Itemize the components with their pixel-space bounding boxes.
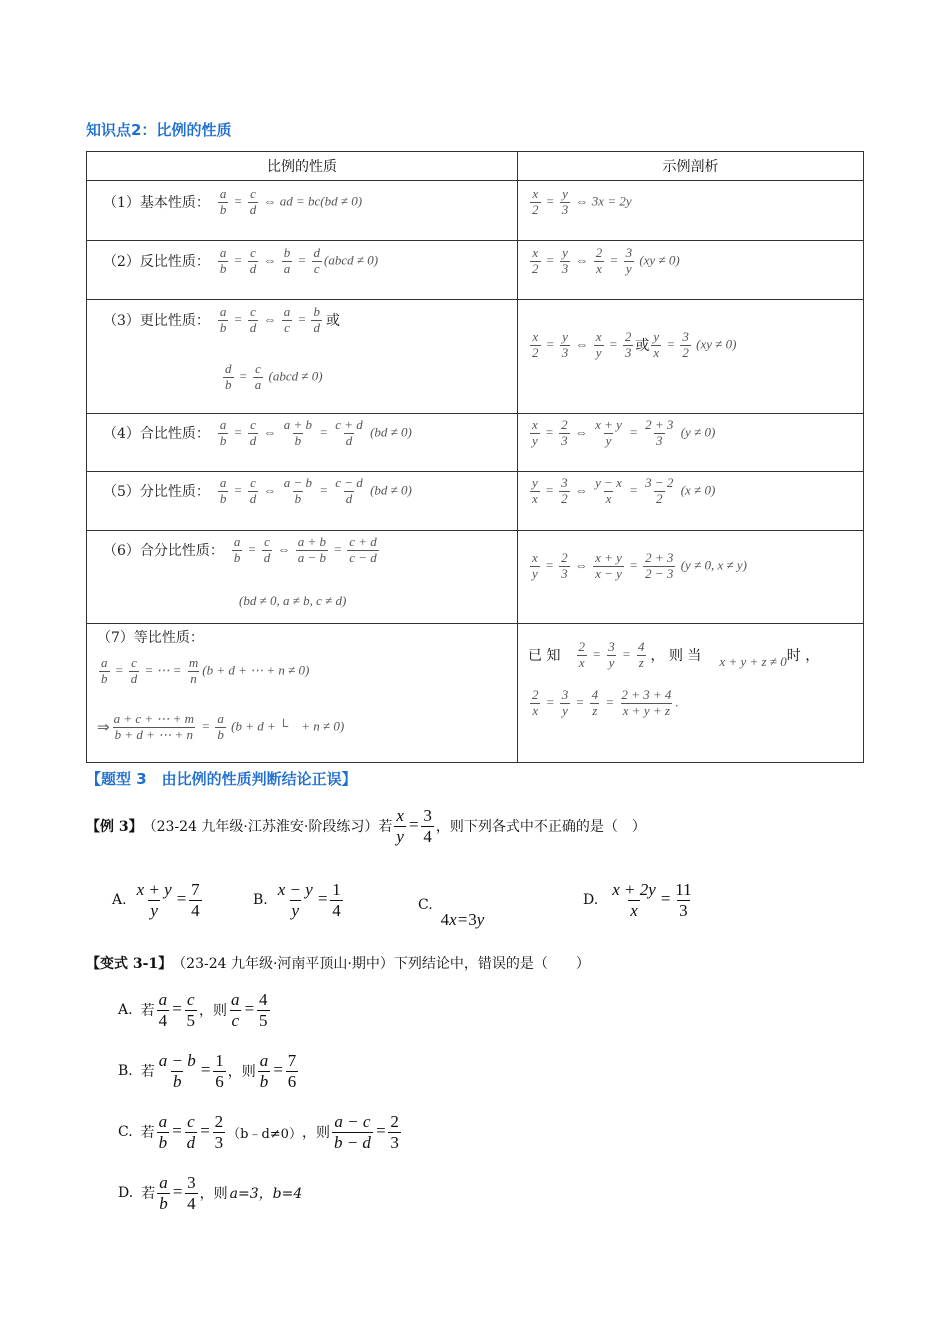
or-word: 或 <box>635 338 650 355</box>
property-formula: （1）基本性质： $\frac{a}{b}$ = $\frac{c}{d}$ ⇔ ad = bc(bd ≠ 0) <box>103 186 363 217</box>
option-letter: B. <box>253 892 268 909</box>
example3-tag: 【例 3】 <box>86 819 143 836</box>
ze-word: ，则 <box>227 1064 256 1081</box>
ruo-word: 若 <box>140 1064 155 1081</box>
table-row <box>87 472 864 531</box>
or-word: 或 <box>325 313 340 330</box>
table-header-properties: 比例的性质 <box>87 152 518 181</box>
property-label: （3）更比性质： <box>103 313 210 330</box>
property-label: （7）等比性质： <box>97 630 204 646</box>
property-label: （1）基本性质： <box>103 195 210 212</box>
property-formula: （3）更比性质： $\frac{a}{b}$ = $\frac{c}{d}$ ⇔ $\frac{a}{c}$ = $\frac{b}{d}$ 或 <box>103 304 340 335</box>
table-row <box>87 414 864 472</box>
variant31-question <box>86 953 590 973</box>
option-letter: C. <box>418 897 433 913</box>
condition-text: （b﹣d≠0） <box>227 1126 302 1142</box>
property-label-row <box>97 627 210 647</box>
property-label: （4）合比性质： <box>103 426 210 443</box>
example3-question: 【例 3】 （23-24 九年级·江苏淮安·阶段练习）若 $\frac{x}{y}$ = $\frac{3}{4}$ ，则下列各式中不正确的是（ ） <box>86 806 646 846</box>
ruo-word: 若 <box>140 1125 155 1142</box>
example3-source: （23-24 九年级·江苏淮安·阶段练习）若 <box>142 819 393 836</box>
example-formula: $\frac{y}{x}$ = $\frac{3}{2}$ ⇔ $\frac{y - x}{x}$ = $\frac{3 - 2}{2}$ (x ≠ 0) <box>532 475 716 506</box>
property-formula: （4）合比性质： $\frac{a}{b}$ = $\frac{c}{d}$ ⇔ $\frac{a + b}{b}$ = $\frac{c + d}{d}$ (bd ≠ 0) <box>103 417 412 448</box>
type-heading: 【题型 3 由比例的性质判断结论正误】 <box>86 770 357 788</box>
option-letter: B. <box>118 1063 133 1080</box>
table-row <box>87 531 864 624</box>
conclusion-text: a=3，b=4 <box>229 1186 303 1203</box>
variant31-tag: 【变式 3-1】 <box>86 956 173 972</box>
example3-option-c[interactable]: C. 4x=3y <box>418 897 485 929</box>
variant31-option-d[interactable]: D. 若 $\frac{a}{b}$ = $\frac{3}{4}$ ，则 a=3，b=4 <box>118 1173 303 1213</box>
variant31-option-b[interactable]: B. 若 $\frac{a - b}{b}$ = $\frac{1}{6}$ ，则 $\frac{a}{b}$ = $\frac{7}{6}$ <box>118 1051 297 1091</box>
example-formula: $\frac{x}{y}$ = $\frac{2}{3}$ ⇔ $\frac{x + y}{x - y}$ = $\frac{2 + 3}{2 - 3}$ (y ≠ 0, x ≠ y) <box>532 550 747 581</box>
properties-table <box>86 151 864 763</box>
table-row <box>87 241 864 300</box>
property-label: （5）分比性质： <box>103 484 210 501</box>
table-row <box>87 624 864 763</box>
example3-option-d[interactable]: D. $\frac{x + 2y}{x}$ = $\frac{11}{3}$ <box>583 880 692 920</box>
variant31-option-c[interactable]: C. 若 $\frac{a}{b}$ = $\frac{c}{d}$ = $\frac{2}{3}$ （b﹣d≠0） ，则 $\frac{a - c}{b - d}$ = $\frac{2}{3}$ <box>118 1112 399 1152</box>
example-formula: 已 知 $\frac{2}{x}$ = $\frac{3}{y}$ = $\frac{4}{z}$ ， 则 当 x + y + z ≠ 0 时 ， <box>528 639 820 670</box>
example-suffix: 时 ， <box>786 648 820 665</box>
ruo-word: 若 <box>141 1186 156 1203</box>
example-formula-cont: $\frac{2}{x}$ = $\frac{3}{y}$ = $\frac{4}{z}$ = $\frac{2 + 3 + 4}{x + y + z}$ . <box>532 687 679 718</box>
option-letter: D. <box>118 1185 134 1202</box>
property-formula-cont: $\frac{d}{b}$ = $\frac{c}{a}$ (abcd ≠ 0) <box>225 361 323 392</box>
example-mid: ， 则 当 <box>650 648 702 665</box>
property-condition: (bd ≠ 0, a ≠ b, c ≠ d) <box>239 593 347 608</box>
variant31-text: （23-24 九年级·河南平顶山·期中）下列结论中，错误的是（ ） <box>172 956 590 972</box>
property-formula: （6）合分比性质： $\frac{a}{b}$ = $\frac{c}{d}$ ⇔ $\frac{a + b}{a - b}$ = $\frac{c + d}{c - d}$ <box>103 534 377 565</box>
property-formula: $\frac{a}{b}$ = $\frac{c}{d}$ = ⋯ = $\frac{m}{n}$ (b + d + ⋯ + n ≠ 0) <box>101 655 310 686</box>
option-letter: D. <box>583 892 599 909</box>
example3-option-b[interactable]: B. $\frac{x - y}{y}$ = $\frac{1}{4}$ <box>253 880 341 920</box>
property-label: （2）反比性质： <box>103 254 210 271</box>
example3-option-a[interactable]: A. $\frac{x + y}{y}$ = $\frac{7}{4}$ <box>112 880 200 920</box>
section-heading: 知识点2：比例的性质 <box>86 121 232 139</box>
ze-word: ，则 <box>199 1003 228 1020</box>
ruo-word: 若 <box>140 1003 155 1020</box>
table-row <box>87 181 864 241</box>
example-formula: $\frac{x}{2}$ = $\frac{y}{3}$ ⇔ 3x = 2y <box>532 186 632 217</box>
option-letter: A. <box>118 1002 133 1019</box>
property-formula: （2）反比性质： $\frac{a}{b}$ = $\frac{c}{d}$ ⇔ $\frac{b}{a}$ = $\frac{d}{c}$ (abcd ≠ 0) <box>103 245 379 276</box>
table-row <box>87 300 864 414</box>
option-letter: C. <box>118 1124 133 1141</box>
example-formula: $\frac{x}{2}$ = $\frac{y}{3}$ ⇔ $\frac{x}{y}$ = $\frac{2}{3}$ 或 $\frac{y}{x}$ = $\frac{3}{2}$ (xy ≠ 0) <box>532 329 737 360</box>
ze-word: ，则 <box>199 1186 228 1203</box>
example-formula: $\frac{x}{2}$ = $\frac{y}{3}$ ⇔ $\frac{2}{x}$ = $\frac{3}{y}$ (xy ≠ 0) <box>532 245 680 276</box>
example-prefix: 已 知 <box>528 648 561 665</box>
property-formula-cont: ⇒ $\frac{a + c + \cdots + m}{b + d + \cdots + n}$ = $\frac{a}{b}$ (b + d + └ + n ≠ 0) <box>97 711 345 742</box>
ze-word: ，则 <box>301 1125 330 1142</box>
property-label: （6）合分比性质： <box>103 543 224 560</box>
table-header-examples: 示例剖析 <box>518 152 864 181</box>
option-letter: A. <box>112 892 127 909</box>
example3-tail: ，则下列各式中不正确的是（ ） <box>435 819 646 836</box>
variant31-option-a[interactable]: A. 若 $\frac{a}{4}$ = $\frac{c}{5}$ ，则 $\frac{a}{c}$ = $\frac{4}{5}$ <box>118 990 268 1030</box>
example-formula: $\frac{x}{y}$ = $\frac{2}{3}$ ⇔ $\frac{x + y}{y}$ = $\frac{2 + 3}{3}$ (y ≠ 0) <box>532 417 716 448</box>
property-formula: （5）分比性质： $\frac{a}{b}$ = $\frac{c}{d}$ ⇔ $\frac{a - b}{b}$ = $\frac{c - d}{d}$ (bd ≠ 0) <box>103 475 412 506</box>
